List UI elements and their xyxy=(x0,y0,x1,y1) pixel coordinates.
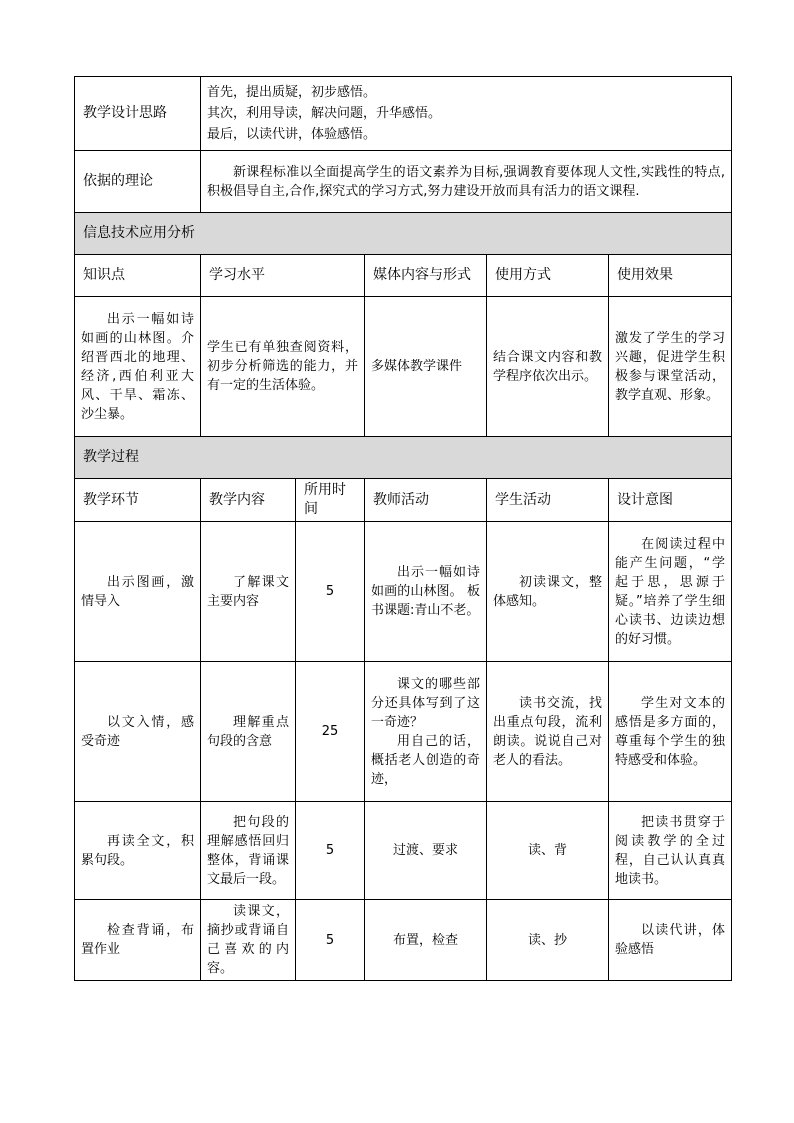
design-line-2: 其次，利用导读，解决问题，升华感悟。 xyxy=(207,106,442,121)
process-teacher: 出示一幅如诗如画的山林图。 板书课题:青山不老。 xyxy=(365,522,487,662)
process-row xyxy=(75,900,732,981)
process-teacher: 过渡、要求 xyxy=(365,802,487,900)
it-section-header xyxy=(75,213,732,255)
theory-text: 新课程标准以全面提高学生的语文素养为目标,强调教育要体现人文性,实践性的特点,积极倡导自主,合作,探究式的学习方式,努力建设开放而具有活力的语文课程. xyxy=(201,151,732,213)
design-line-1: 首先，提出质疑，初步感悟。 xyxy=(207,85,377,100)
process-content: 把句段的理解感悟回归整体，背诵课文最后一段。 xyxy=(201,802,296,900)
it-media: 多媒体教学课件 xyxy=(365,297,487,437)
it-header-level: 学习水平 xyxy=(201,255,365,297)
process-time: 5 xyxy=(296,522,365,662)
process-intent: 学生对文本的感悟是多方面的，尊重每个学生的独特感受和体验。 xyxy=(609,662,732,802)
process-row xyxy=(75,522,732,662)
process-teacher xyxy=(365,662,487,802)
process-student: 初读课文，整体感知。 xyxy=(487,522,609,662)
process-student: 读书交流，找出重点句段，流利朗读。说说自己对老人的看法。 xyxy=(487,662,609,802)
it-header-usage: 使用方式 xyxy=(487,255,609,297)
design-label: 教学设计思路 xyxy=(75,77,201,151)
process-section-title: 教学过程 xyxy=(75,437,732,479)
it-knowledge: 出示一幅如诗如画的山林图。介绍晋西北的地理、经济,西伯利亚大风、干旱、霜冻、沙尘暴。 xyxy=(75,297,201,437)
process-content: 了解课文主要内容 xyxy=(201,522,296,662)
process-intent: 把读书贯穿于阅读教学的全过程，自己认认真真地读书。 xyxy=(609,802,732,900)
it-effect: 激发了学生的学习兴趣，促进学生积极参与课堂活动，教学直观、形象。 xyxy=(609,297,732,437)
process-header-intent: 设计意图 xyxy=(609,479,732,522)
process-content: 读课文，摘抄或背诵自己喜欢的内容。 xyxy=(201,900,296,981)
it-header-effect: 使用效果 xyxy=(609,255,732,297)
lesson-plan-table xyxy=(74,76,732,981)
design-content xyxy=(201,77,732,151)
theory-label: 依据的理论 xyxy=(75,151,201,213)
process-row xyxy=(75,662,732,802)
process-teacher-line-1: 课文的哪些部分还具体写到了这一奇迹？ xyxy=(371,676,480,730)
process-time: 5 xyxy=(296,900,365,981)
theory-row xyxy=(75,151,732,213)
it-header-row xyxy=(75,255,732,297)
process-student: 读、抄 xyxy=(487,900,609,981)
design-line-3: 最后，以读代讲，体验感悟。 xyxy=(207,127,377,142)
process-time: 25 xyxy=(296,662,365,802)
process-student: 读、背 xyxy=(487,802,609,900)
design-row xyxy=(75,77,732,151)
process-header-time: 所用时间 xyxy=(296,479,365,522)
process-time: 5 xyxy=(296,802,365,900)
process-section-header xyxy=(75,437,732,479)
it-usage: 结合课文内容和教学程序依次出示。 xyxy=(487,297,609,437)
it-section-title: 信息技术应用分析 xyxy=(75,213,732,255)
process-stage: 再读全文，积累句段。 xyxy=(75,802,201,900)
it-level: 学生已有单独查阅资料，初步分析筛选的能力，并有一定的生活体验。 xyxy=(201,297,365,437)
process-header-teacher: 教师活动 xyxy=(365,479,487,522)
process-stage: 出示图画，激情导入 xyxy=(75,522,201,662)
process-content: 理解重点句段的含意 xyxy=(201,662,296,802)
it-header-knowledge: 知识点 xyxy=(75,255,201,297)
process-stage: 以文入情，感受奇迹 xyxy=(75,662,201,802)
it-header-media: 媒体内容与形式 xyxy=(365,255,487,297)
it-content-row xyxy=(75,297,732,437)
process-intent: 在阅读过程中能产生问题，“学起于思，思源于疑。”培养了学生细心读书、边读边想的好习惯。 xyxy=(609,522,732,662)
process-teacher: 布置，检查 xyxy=(365,900,487,981)
process-header-stage: 教学环节 xyxy=(75,479,201,522)
process-stage: 检查背诵，布置作业 xyxy=(75,900,201,981)
process-header-row xyxy=(75,479,732,522)
process-row xyxy=(75,802,732,900)
process-header-content: 教学内容 xyxy=(201,479,296,522)
process-intent: 以读代讲，体验感悟 xyxy=(609,900,732,981)
process-header-student: 学生活动 xyxy=(487,479,609,522)
process-teacher-line-2: 用自己的话，概括老人创造的奇迹， xyxy=(371,733,480,787)
